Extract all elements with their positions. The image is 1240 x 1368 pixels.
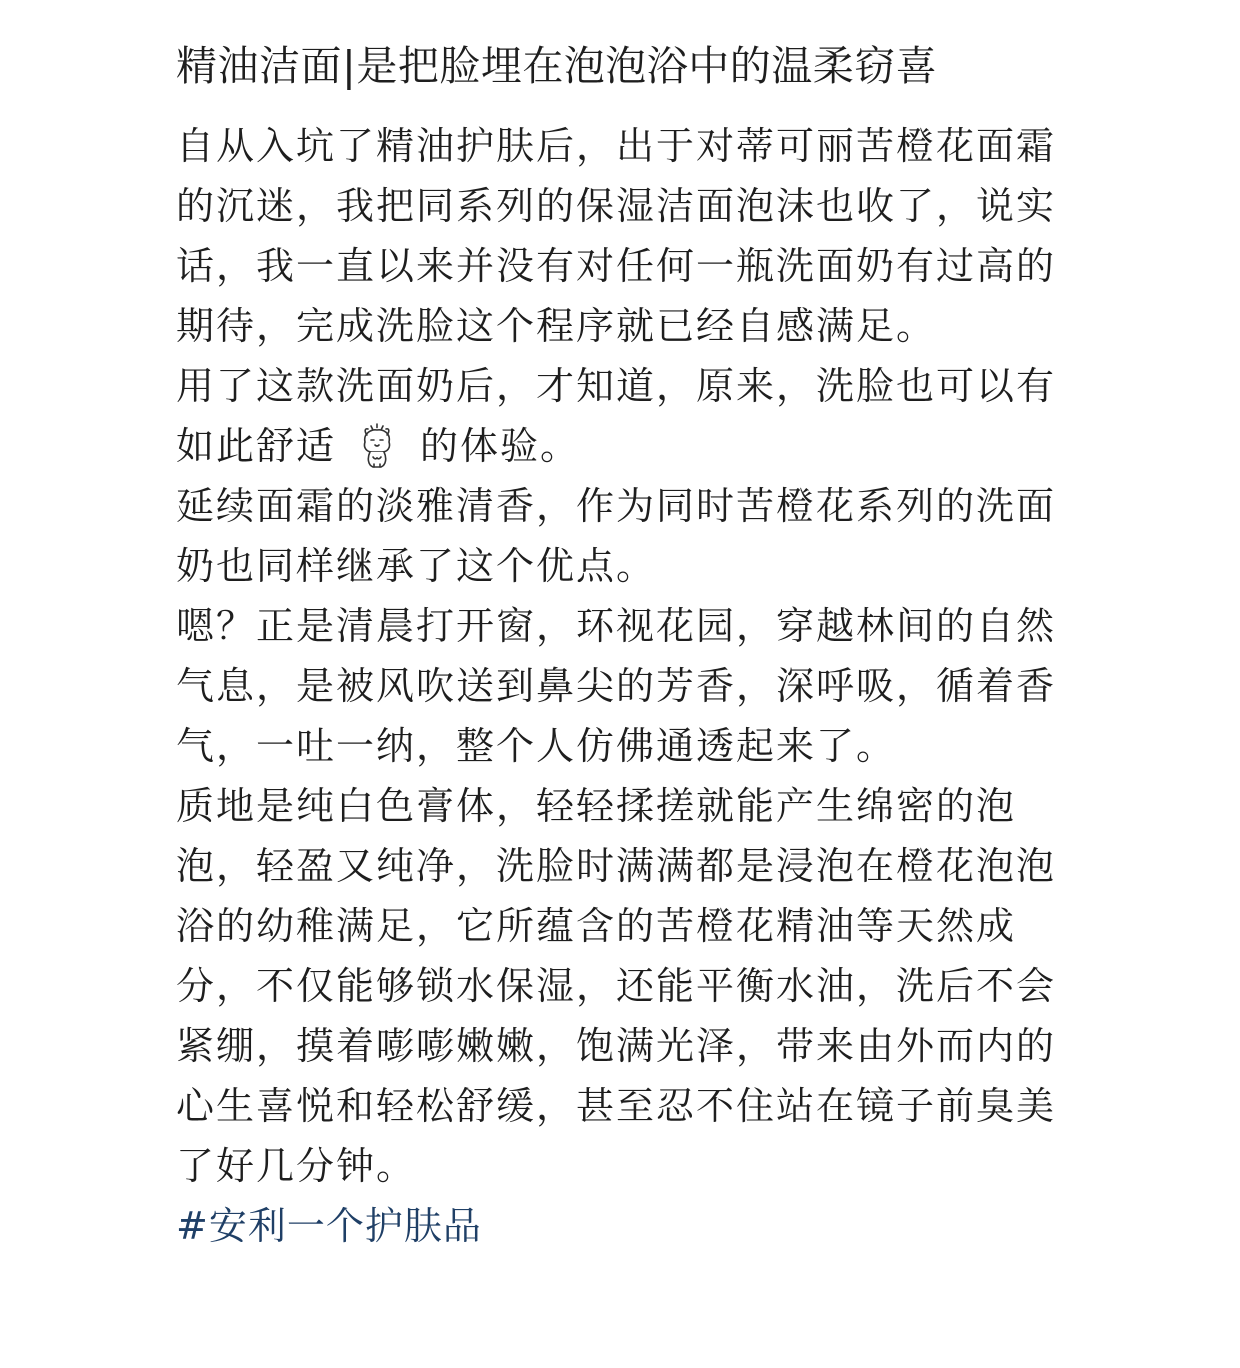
paragraph-experience-before: 用了这款洗面奶后，才知道，原来，洗脸也可以有如此舒适 <box>176 364 1057 468</box>
paragraph-texture: 质地是纯白色膏体，轻轻揉搓就能产生绵密的泡泡，轻盈又纯净，洗脸时满满都是浸泡在橙花泡泡浴的幼稚满足，它所蕴含的苦橙花精油等天然成分，不仅能够锁水保湿，还能平衡水油，洗后不会紧绷，摸着嘭嘭嫩嫩，饱满光泽，带来由外而内的心生喜悦和轻松舒缓，甚至忍不住站在镜子前臭美了好几分钟。 <box>176 784 1057 1188</box>
paragraph-nature: 嗯？正是清晨打开窗，环视花园，穿越林间的自然气息，是被风吹送到鼻尖的芳香，深呼吸，循着香气，一吐一纳，整个人仿佛通透起来了。 <box>176 604 1057 768</box>
paragraph-experience <box>176 356 1066 476</box>
hashtag-link[interactable]: #安利一个护肤品 <box>176 1204 482 1248</box>
paragraph-experience-after: 的体验。 <box>420 424 581 468</box>
cute-bunny-sticker-icon <box>352 421 402 471</box>
post-content <box>176 36 1076 1256</box>
post-body <box>176 116 1076 1256</box>
post-title: 精油洁面|是把脸埋在泡泡浴中的温柔窃喜 <box>176 42 938 90</box>
paragraph-intro: 自从入坑了精油护肤后，出于对蒂可丽苦橙花面霜的沉迷，我把同系列的保湿洁面泡沫也收了，说实话，我一直以来并没有对任何一瓶洗面奶有过高的期待，完成洗脸这个程序就已经自感满足。 <box>176 124 1057 348</box>
paragraph-fragrance: 延续面霜的淡雅清香，作为同时苦橙花系列的洗面奶也同样继承了这个优点。 <box>176 484 1057 588</box>
